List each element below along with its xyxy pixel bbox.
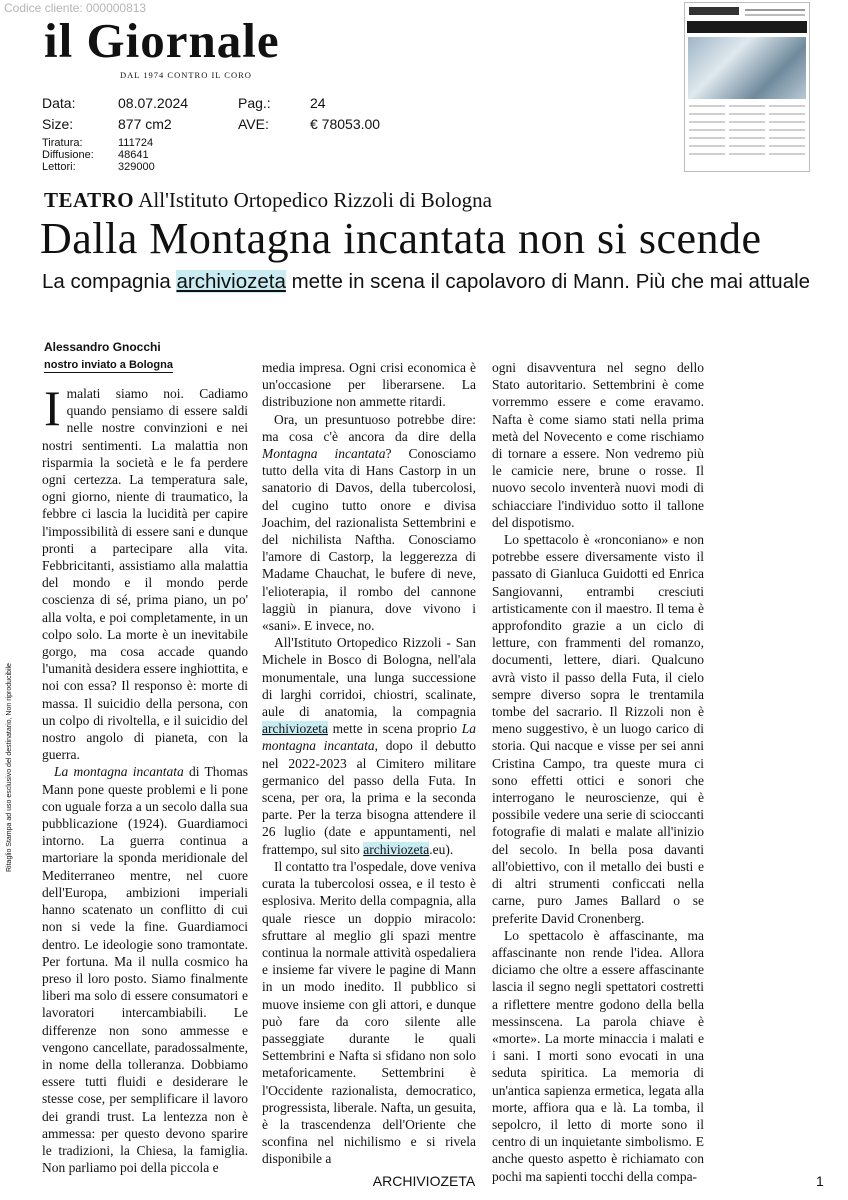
article-paragraph: Lo spettacolo è affascinante, ma affascinante non rende l'idea. Allora diciamo che oltre a essere affascinante lascia il segno negli spettatori costretti a riflettere mentre godono della bella messinscena. La parola chiave è «morte». La morte minaccia i malati e i sani. I morti sono evocati in una seduta spiritica. La memoria di un'antica sapienza ermetica, legata alla morte, affiora qua e là. La tomba, il sepolcro, il letto di morte sono il centro di un inquietante simbolismo. E anche questo aspetto è richiamato con pochi ma sapienti tocchi della compa- [492, 927, 704, 1184]
thumbnail-line [729, 105, 765, 107]
tiratura-label: Tiratura: [42, 137, 83, 149]
masthead-tagline: DAL 1974 CONTRO IL CORO [120, 70, 252, 80]
highlighted-term: archiviozeta [262, 721, 328, 737]
size-label: Size: [42, 116, 74, 132]
thumbnail-photo [688, 37, 806, 99]
article-paragraph [262, 634, 476, 858]
page-label: Pag.: [238, 95, 271, 111]
article-paragraph [42, 380, 248, 763]
diffusione-label: Diffusione: [42, 149, 94, 161]
thumbnail-line [729, 129, 765, 131]
newspaper-masthead: il Giornale [44, 13, 280, 68]
paragraph-text: Ora, un presuntuoso potrebbe dire: ma cosa c'è ancora da dire della [262, 411, 476, 444]
subhead-text: La compagnia [42, 270, 177, 293]
article-paragraph: ogni disavventura nel segno dello Stato autoritario. Settembrini è come vorremmo essere e come eravamo. Nafta è come siamo stati nella prima metà del Novecento e come rischiamo di tornare a essere. Non vedremo più le camicie nere, brune o rosse. Il nuovo secolo inventerà nuovi modi di schiacciare l'individuo sotto il tallone del dispotismo. [492, 360, 704, 530]
thumbnail-line [745, 9, 805, 11]
article-paragraph: Il contatto tra l'ospedale, dove veniva curata la tubercolosi ossea, e il testo è esplosiva. Merito della compagnia, alla quale riesce un doppio miracolo: sfruttare al meglio gli spazi mentre continua la normale attività ospedaliera e insieme far vivere le pagine di Mann in un modo inedito. Il pubblico si muove insieme con gli attori, e dunque può fare da coro silente alle passeggiate durante le quali Settembrini e Nafta si sfidano non solo metaforicamente. Settembrini è l'Occidente razionalista, democratico, progressista, liberale. Nafta, un gesuita, è la trascendenza dell'Oriente che sconfina nel nichilismo e si rivela disponibile a [262, 858, 476, 1167]
thumbnail-logo [689, 7, 739, 15]
thumbnail-line [689, 153, 725, 155]
thumbnail-line [769, 137, 805, 139]
paragraph-text: All'Istituto Ortopedico Rizzoli - San Michele in Bosco di Bologna, nell'ala monumentale, una lunga successione di larghi corridoi, chiostri, scalinate, aule di anatomia, la compagnia [262, 635, 476, 720]
article-paragraph [42, 763, 248, 1176]
thumbnail-line [745, 14, 805, 16]
tiratura-value: 111724 [118, 137, 154, 149]
highlighted-term: archiviozeta [363, 841, 430, 857]
article-subhead [42, 270, 810, 294]
date-label: Data: [42, 95, 76, 111]
article-author: Alessandro Gnocchi [44, 340, 161, 354]
page-thumbnail [684, 2, 810, 172]
kicker-section: TEATRO [44, 188, 135, 212]
thumbnail-line [769, 153, 805, 155]
thumbnail-line [769, 105, 805, 107]
thumbnail-headline-band [687, 21, 807, 33]
footer-label: ARCHIVIOZETA [372, 1173, 476, 1189]
author-role: nostro inviato a Bologna [44, 359, 173, 371]
thumbnail-line [769, 121, 805, 123]
paragraph-text: di Thomas Mann pone queste problemi e li pone con uguale forza a un secolo dalla sua pubblicazione (1924). Guardiamoci intorno. La guerra continua a martoriare la sponda meridionale del Mediterraneo mentre, nel cuore dell'Europa, ambizioni imperiali hanno scatenato un conflitto di cui non si vede la fine. Guardiamoci dentro. Le ideologie sono tramontate. Per fortuna. Ma il nulla cosmico ha preso il loro posto. Siamo finalmente liberi ma solo di essere consumatori e lavoratori intercambiabili. Le differenze non sono ammesse e vengono cancellate, paradossalmente, in nome della tolleranza. Dobbiamo essere tutti fluidi e desiderare le stesse cose, per semplificare il lavoro dei grandi trust. La lentezza non è ammessa: per questo devono sparire le tradizioni, la Chiesa, la famiglia. Non parliamo poi della piccola e [42, 764, 248, 1176]
ave-label: AVE: [238, 116, 269, 132]
drop-cap: I [44, 380, 61, 436]
paragraph-text: mette in scena proprio [327, 721, 462, 737]
ave-value: € 78053.00 [310, 116, 381, 132]
page-number: 1 [816, 1173, 824, 1189]
thumbnail-line [689, 137, 725, 139]
article-paragraph: Lo spettacolo è «ronconiano» e non potrebbe essere diversamente visto il passato di Gianluca Guidotti ed Enrica Sangiovanni, entrambi cresciuti artisticamente con il maestro. Il tema è approfondito grazie a un ciclo di letture, con frammenti del romanzo, documenti, lettere, diari. Qualcuno avrà visto il passo della Futa, il cielo sempre diverso sopra le trentamila tombe del sacrario. Il Rizzoli non è meno suggestivo, è un luogo carico di storia. Qui nacque e visse per sei anni Cristina Campo, tra queste mura ci sono effetti ottici e sonori che interrogano le neuroscienze, qui è possibile vedere una serie di scioccanti fotografie di malati e malate all'inizio del secolo. In bella posa davanti all'obiettivo, con il metallo dei busti e di altri strumenti conficcati nella carne, puro James Ballard o se preferite David Cronenberg. [492, 532, 704, 926]
thumbnail-line [729, 153, 765, 155]
thumbnail-line [769, 129, 805, 131]
paragraph-text: , dopo il debutto nel 2022-2023 al Cimitero militare germanico del passo della Futa. In scena, per ora, la prima e la seconda parte. Per la terza bisogna attendere il 26 luglio (date e appuntamenti, nel frattempo, sul sito [262, 738, 476, 857]
article-paragraph: media impresa. Ogni crisi economica è un'occasione per liberarsene. La distribuzione non ammette ritardi. [262, 360, 476, 410]
article-column-1 [42, 380, 248, 1176]
book-title: La montagna incantata [54, 764, 184, 780]
client-code: Codice cliente: 000000813 [4, 1, 147, 15]
paragraph-text: malati siamo noi. Cadiamo quando pensiamo di essere saldi nelle nostre convinzioni e nei nostri sentimenti. La malattia non risparmia la società e le fa perdere ogni certezza. La temperatura sale, ogni giorno, niente di traumatico, la febbre ci lascia la lucidità per capire l'impossibilità di essere sani e dunque pronti a partecipare alla vita. Febbricitanti, assistiamo alla malattia del mondo e il mondo perde coscienza di sé, prima piano, un po' alla volta, e poi completamente, in un colpo solo. La morte è un inevitabile gorgo, ma cosa accade quando l'umanità desidera essere inghiottita, e noi con essa? Il responso è: morte di massa. Il suicidio della persona, con un colpo di rivoltella, e il suicidio del nostro angolo di pianeta, con la guerra. [42, 386, 248, 763]
article-paragraph [262, 411, 476, 635]
thumbnail-line [689, 145, 725, 147]
page-value: 24 [310, 95, 326, 111]
date-value: 08.07.2024 [118, 95, 189, 111]
book-title: La montagna incantata [262, 721, 476, 754]
article-kicker [44, 188, 492, 213]
lettori-label: Lettori: [42, 161, 76, 173]
paragraph-text: ? Conosciamo tutto della vita di Hans Castorp in un sanatorio di Davos, della tubercolosi, del cugino tutto onore e divisa Joachim, del razionalista Settembrini e del nichilista Naftha. Conosciamo l'amore di Castorp, la leggerezza di Madame Chauchat, le bufere di neve, l'elioterapia, il rombo del cannone laggiù in pianura, dove vivono i «sani». E invece, no. [262, 446, 476, 634]
article-column-3 [492, 359, 704, 1185]
paragraph-text: .eu). [429, 841, 454, 857]
thumbnail-line [689, 129, 725, 131]
thumbnail-line [689, 113, 725, 115]
thumbnail-line [729, 145, 765, 147]
thumbnail-line [729, 121, 765, 123]
article-headline: Dalla Montagna incantata non si scende [40, 214, 762, 263]
thumbnail-line [729, 113, 765, 115]
side-note: Ritaglio Stampa ad uso esclusivo del destinatario, Non riproducibile [6, 663, 13, 872]
kicker-text: All'Istituto Ortopedico Rizzoli di Bologna [138, 188, 492, 212]
subhead-highlight: archiviozeta [176, 270, 286, 293]
thumbnail-line [729, 137, 765, 139]
thumbnail-line [689, 121, 725, 123]
thumbnail-line [769, 113, 805, 115]
size-value: 877 cm2 [118, 116, 172, 132]
thumbnail-line [769, 145, 805, 147]
book-title: Montagna incantata [262, 446, 386, 462]
diffusione-value: 48641 [118, 149, 149, 161]
lettori-value: 329000 [118, 161, 155, 173]
subhead-text: mette in scena il capolavoro di Mann. Più che mai attuale [285, 270, 811, 293]
article-column-2 [262, 359, 476, 1168]
thumbnail-line [689, 105, 725, 107]
